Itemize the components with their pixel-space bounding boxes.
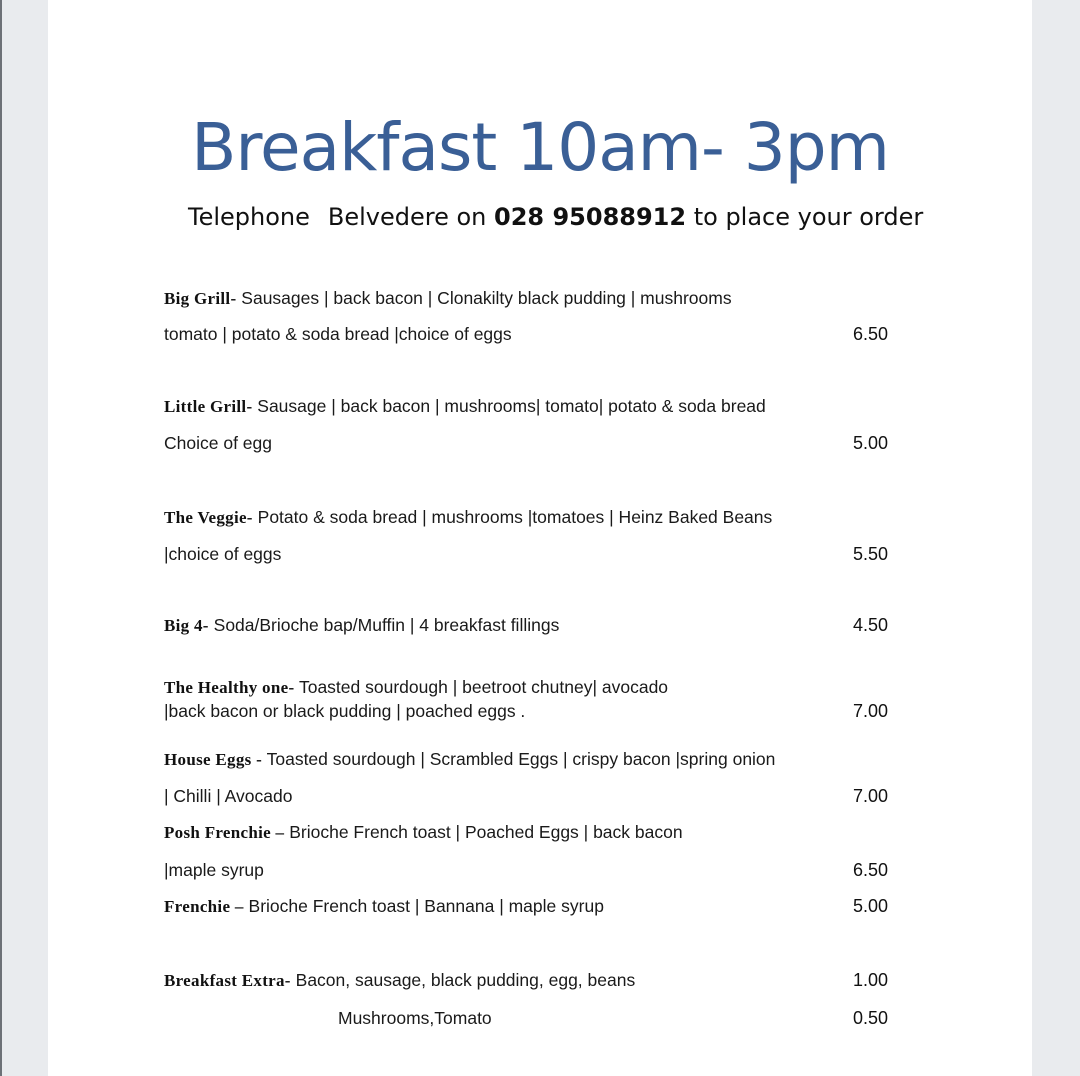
page-title: Breakfast 10am- 3pm (191, 109, 889, 186)
item-description: Brioche French toast | Bannana | maple syrup (248, 896, 604, 916)
item-name: Posh Frenchie – (164, 823, 285, 842)
item-name: Breakfast Extra- (164, 971, 291, 990)
menu-item-posh-frenchie (164, 820, 683, 845)
phone-number: 028 95088912 (494, 203, 687, 231)
item-price: 6.50 (852, 860, 888, 880)
phone-suffix: to place your order (693, 203, 924, 231)
menu-item-breakfast-extra (164, 968, 635, 993)
menu-item-big-grill (164, 286, 732, 311)
item-description: Toasted sourdough | beetroot chutney| avocado (298, 677, 669, 697)
item-description-cont: Mushrooms,Tomato (338, 1008, 492, 1028)
item-price-extra: 0.50 (852, 1008, 888, 1028)
item-price: 5.00 (852, 433, 888, 453)
menu-item-healthy-one (164, 675, 668, 700)
item-description-cont: |back bacon or black pudding | poached eggs . (164, 701, 526, 721)
item-price: 1.00 (852, 970, 888, 990)
item-description: Bacon, sausage, black pudding, egg, beans (295, 970, 636, 990)
item-description-cont: tomato | potato & soda bread |choice of eggs (164, 324, 512, 344)
item-price: 6.50 (852, 324, 888, 344)
item-price: 5.00 (852, 896, 888, 916)
item-name: House Eggs - (164, 750, 263, 769)
item-price: 7.00 (852, 786, 888, 806)
item-name: Big Grill- (164, 289, 237, 308)
phone-prefix: Telephone (188, 203, 310, 231)
menu-item-frenchie (164, 894, 604, 919)
window-edge (0, 0, 2, 1076)
item-description-cont: Choice of egg (164, 433, 272, 453)
item-description-cont: | Chilli | Avocado (164, 786, 293, 806)
item-description-cont: |choice of eggs (164, 544, 282, 564)
item-description: Sausages | back bacon | Clonakilty black pudding | mushrooms (241, 288, 732, 308)
item-description: Potato & soda bread | mushrooms |tomatoes | Heinz Baked Beans (257, 507, 773, 527)
item-description: Toasted sourdough | Scrambled Eggs | crispy bacon |spring onion (266, 749, 776, 769)
item-description: Brioche French toast | Poached Eggs | back bacon (289, 822, 683, 842)
menu-item-house-eggs (164, 747, 775, 772)
item-name: Frenchie – (164, 897, 244, 916)
item-name: Big 4- (164, 616, 209, 635)
item-description: Sausage | back bacon | mushrooms| tomato| potato & soda bread (257, 396, 766, 416)
item-name: The Veggie- (164, 508, 253, 527)
phone-place: Belvedere on (327, 203, 487, 231)
menu-page (48, 0, 1032, 1076)
item-price: 7.00 (852, 701, 888, 721)
item-description: Soda/Brioche bap/Muffin | 4 breakfast fillings (213, 615, 560, 635)
item-price: 4.50 (852, 615, 888, 635)
menu-item-little-grill (164, 394, 766, 419)
menu-item-veggie (164, 505, 772, 530)
item-name: Little Grill- (164, 397, 253, 416)
item-price: 5.50 (852, 544, 888, 564)
item-description-cont: |maple syrup (164, 860, 264, 880)
item-name: The Healthy one- (164, 678, 295, 697)
phone-line (188, 200, 923, 234)
menu-item-big-4 (164, 613, 559, 638)
